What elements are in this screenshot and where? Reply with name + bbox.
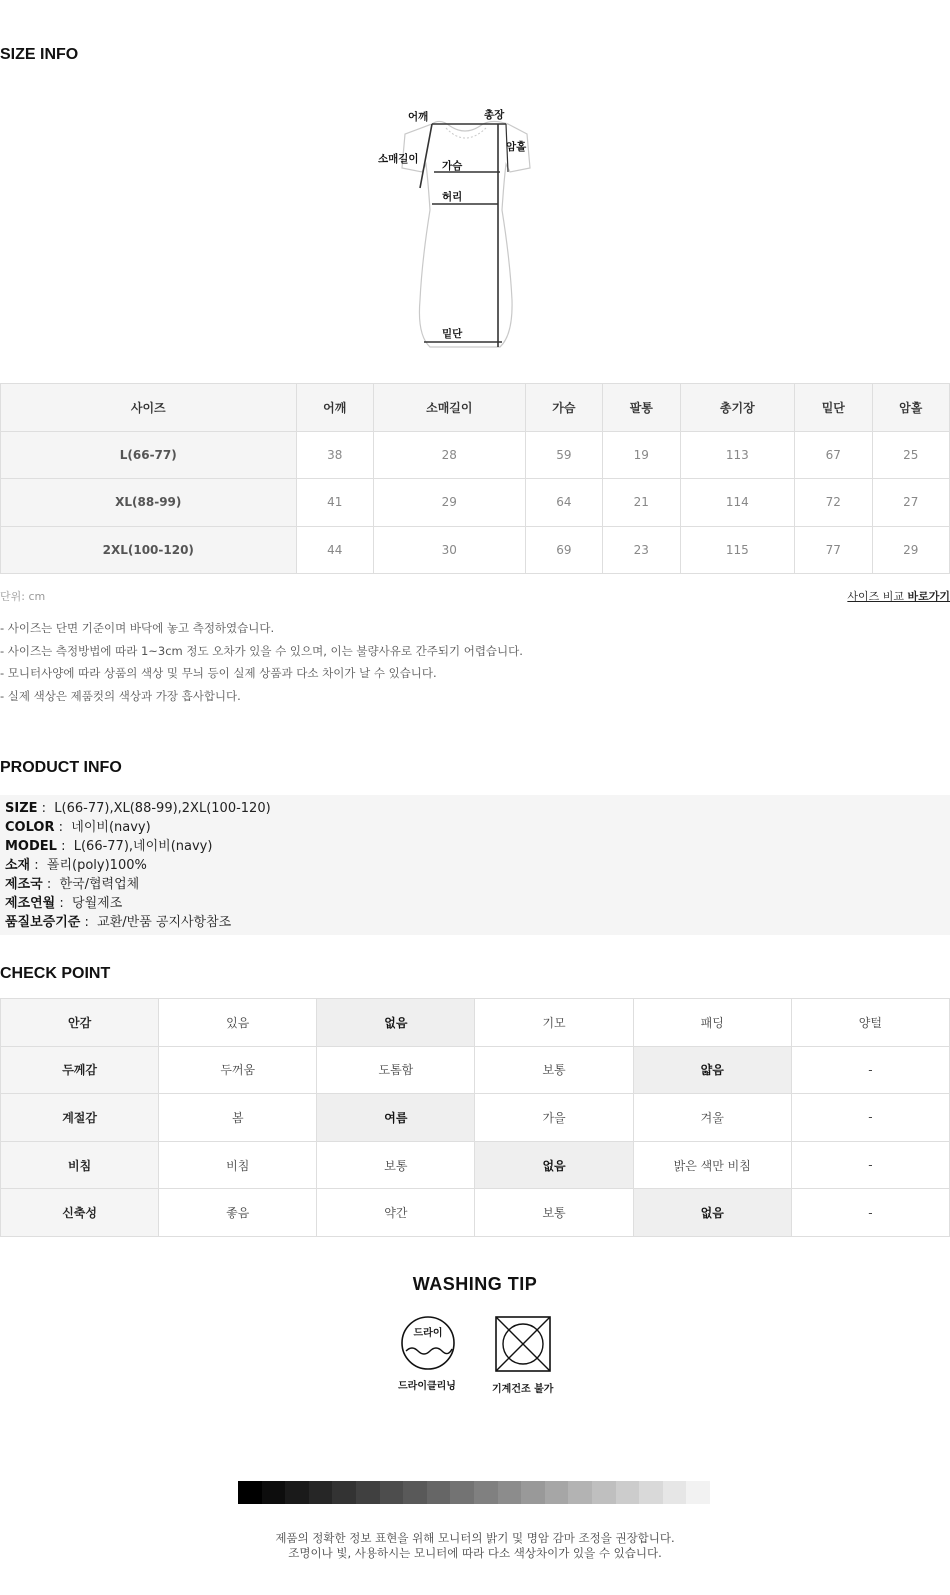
diagram-label-total-length: 총장: [484, 109, 505, 121]
table-row: [1, 1141, 950, 1189]
check-option: 양털: [791, 999, 949, 1047]
grayscale-swatch: [545, 1481, 569, 1504]
info-key: MODEL: [5, 839, 57, 854]
size-table-header-row: [1, 384, 950, 432]
check-option: -: [791, 1046, 949, 1094]
grayscale-swatch: [356, 1481, 380, 1504]
grayscale-swatch: [450, 1481, 474, 1504]
note-line: - 실제 색상은 제품컷의 색상과 가장 흡사합니다.: [0, 689, 241, 704]
grayscale-swatch: [427, 1481, 451, 1504]
size-compare-prefix: 사이즈 비교: [847, 590, 908, 603]
info-value: 교환/반품 공지사항참조: [97, 915, 232, 930]
info-key: 제조연월: [5, 896, 56, 911]
table-cell: 28: [373, 431, 525, 479]
washing-tip-title: WASHING TIP: [412, 1274, 538, 1294]
size-notes: [0, 620, 523, 711]
grayscale-swatch: [380, 1481, 404, 1504]
check-option: 도톰함: [317, 1046, 475, 1094]
table-cell: 38: [296, 431, 373, 479]
check-option: 가을: [475, 1094, 633, 1142]
diagram-label-hem: 밑단: [442, 328, 463, 340]
grayscale-swatch: [498, 1481, 522, 1504]
info-row: COLOR : 네이비(navy): [5, 820, 151, 835]
check-option-selected: 없음: [475, 1141, 633, 1189]
info-key: SIZE: [5, 801, 38, 816]
table-row: [1, 999, 950, 1047]
check-option-selected: 여름: [317, 1094, 475, 1142]
check-option-selected: 없음: [633, 1189, 791, 1237]
grayscale-swatch: [262, 1481, 286, 1504]
info-key: 제조국: [5, 877, 43, 892]
check-option: 겨울: [633, 1094, 791, 1142]
table-cell: 21: [603, 479, 680, 527]
size-table-header: 팔통: [603, 384, 680, 432]
check-option: -: [791, 1141, 949, 1189]
dry-clean-icon: [400, 1315, 456, 1371]
table-row: [1, 431, 950, 479]
diagram-label-sleeve: 소매길이: [378, 153, 419, 165]
check-point-title: CHECK POINT: [0, 965, 111, 982]
table-cell: 25: [872, 431, 949, 479]
table-row: [1, 1094, 950, 1142]
info-row: SIZE : L(66-77),XL(88-99),2XL(100-120): [5, 801, 271, 816]
table-row: [1, 1189, 950, 1237]
table-cell: 59: [525, 431, 602, 479]
info-row: 소재 : 폴리(poly)100%: [5, 858, 147, 873]
grayscale-swatch: [686, 1481, 710, 1504]
grayscale-swatch: [238, 1481, 262, 1504]
check-option: 약간: [317, 1189, 475, 1237]
info-row: 제조연월 : 당월제조: [5, 896, 123, 911]
table-cell: 44: [296, 526, 373, 574]
info-value: 당월제조: [72, 896, 123, 911]
check-option: 기모: [475, 999, 633, 1047]
size-compare-shortcut: 바로가기: [907, 590, 950, 603]
check-row-label: 안감: [1, 999, 159, 1047]
info-value: 폴리(poly)100%: [46, 858, 147, 873]
table-cell: 69: [525, 526, 602, 574]
grayscale-swatch: [474, 1481, 498, 1504]
check-option: 비침: [159, 1141, 317, 1189]
table-cell: 23: [603, 526, 680, 574]
table-cell: 29: [373, 479, 525, 527]
note-line: - 사이즈는 측정방법에 따라 1~3cm 정도 오차가 있을 수 있으며, 이는 불량사유로 간주되기 어렵습니다.: [0, 643, 523, 658]
check-option: 봄: [159, 1094, 317, 1142]
grayscale-swatch: [568, 1481, 592, 1504]
check-option-selected: 얇음: [633, 1046, 791, 1094]
note-line: - 사이즈는 단면 기준이며 바닥에 놓고 측정하였습니다.: [0, 621, 275, 635]
table-row: [1, 1046, 950, 1094]
table-row: [1, 526, 950, 574]
table-cell: 29: [872, 526, 949, 574]
size-table-header: 가슴: [525, 384, 602, 432]
footer-line: 조명이나 빛, 사용하시는 모니터에 따라 다소 색상차이가 있을 수 있습니다.: [288, 1546, 662, 1560]
size-table-header: 소매길이: [373, 384, 525, 432]
info-row: MODEL : L(66-77),네이비(navy): [5, 839, 213, 854]
check-option: 두꺼움: [159, 1046, 317, 1094]
table-cell: 64: [525, 479, 602, 527]
size-table-header: 총기장: [680, 384, 795, 432]
grayscale-swatch: [521, 1481, 545, 1504]
dress-outline: [370, 100, 570, 360]
check-option: 보통: [317, 1141, 475, 1189]
table-cell: 67: [795, 431, 872, 479]
diagram-label-chest: 가슴: [442, 160, 463, 172]
no-tumble-dry-icon: [494, 1315, 552, 1373]
table-row: [1, 479, 950, 527]
grayscale-calibration-bar: [238, 1481, 710, 1504]
check-option: 좋음: [159, 1189, 317, 1237]
grayscale-swatch: [592, 1481, 616, 1504]
product-info-box: [0, 795, 950, 935]
product-info-title: PRODUCT INFO: [0, 759, 122, 776]
footer-line: 제품의 정확한 정보 표현을 위해 모니터의 밝기 및 명암 감마 조정을 권장합니다.: [275, 1531, 675, 1545]
size-label: L(66-77): [1, 431, 297, 479]
dress-size-diagram: [370, 100, 570, 360]
check-option-selected: 없음: [317, 999, 475, 1047]
size-label: XL(88-99): [1, 479, 297, 527]
check-row-label: 계절감: [1, 1094, 159, 1142]
diagram-label-shoulder: 어깨: [408, 111, 429, 123]
size-label: 2XL(100-120): [1, 526, 297, 574]
grayscale-swatch: [309, 1481, 333, 1504]
table-cell: 41: [296, 479, 373, 527]
info-value: L(66-77),네이비(navy): [73, 839, 213, 854]
info-key: COLOR: [5, 820, 55, 835]
size-table-header: 암홀: [872, 384, 949, 432]
check-option: -: [791, 1189, 949, 1237]
check-option: 보통: [475, 1189, 633, 1237]
size-compare-link[interactable]: [847, 588, 950, 604]
table-cell: 115: [680, 526, 795, 574]
note-line: - 모니터사양에 따라 상품의 색상 및 무늬 등이 실제 상품과 다소 차이가 날 수 있습니다.: [0, 666, 437, 681]
check-option: 보통: [475, 1046, 633, 1094]
table-cell: 27: [872, 479, 949, 527]
table-cell: 114: [680, 479, 795, 527]
info-row: 품질보증기준 : 교환/반품 공지사항참조: [5, 915, 232, 930]
grayscale-swatch: [639, 1481, 663, 1504]
check-option: 패딩: [633, 999, 791, 1047]
grayscale-swatch: [332, 1481, 356, 1504]
table-cell: 113: [680, 431, 795, 479]
grayscale-swatch: [663, 1481, 687, 1504]
size-table-header: 어깨: [296, 384, 373, 432]
table-cell: 30: [373, 526, 525, 574]
dry-icon-text: 드라이: [413, 1328, 443, 1339]
info-value: 한국/협력업체: [59, 877, 140, 892]
info-key: 품질보증기준: [5, 915, 81, 930]
info-key: 소재: [5, 858, 31, 873]
info-row: 제조국 : 한국/협력업체: [5, 877, 140, 892]
unit-label: 단위: cm: [0, 590, 46, 603]
no-tumble-dry-label: 기계건조 불가: [492, 1384, 554, 1395]
size-table-header: 밑단: [795, 384, 872, 432]
check-row-label: 두께감: [1, 1046, 159, 1094]
grayscale-swatch: [403, 1481, 427, 1504]
check-option: 밝은 색만 비침: [633, 1141, 791, 1189]
check-point-table: [0, 998, 950, 1237]
diagram-label-waist: 허리: [442, 191, 463, 203]
info-value: L(66-77),XL(88-99),2XL(100-120): [54, 801, 271, 816]
check-row-label: 신축성: [1, 1189, 159, 1237]
info-value: 네이비(navy): [71, 820, 151, 835]
dry-clean-label: 드라이클리닝: [398, 1381, 456, 1392]
table-cell: 72: [795, 479, 872, 527]
table-cell: 77: [795, 526, 872, 574]
size-info-title: SIZE INFO: [0, 46, 79, 63]
size-table: [0, 383, 950, 574]
grayscale-swatch: [285, 1481, 309, 1504]
table-cell: 19: [603, 431, 680, 479]
size-table-header: 사이즈: [1, 384, 297, 432]
diagram-label-armhole: 암홀: [506, 141, 527, 153]
grayscale-swatch: [616, 1481, 640, 1504]
check-option: -: [791, 1094, 949, 1142]
check-option: 있음: [159, 999, 317, 1047]
check-row-label: 비침: [1, 1141, 159, 1189]
